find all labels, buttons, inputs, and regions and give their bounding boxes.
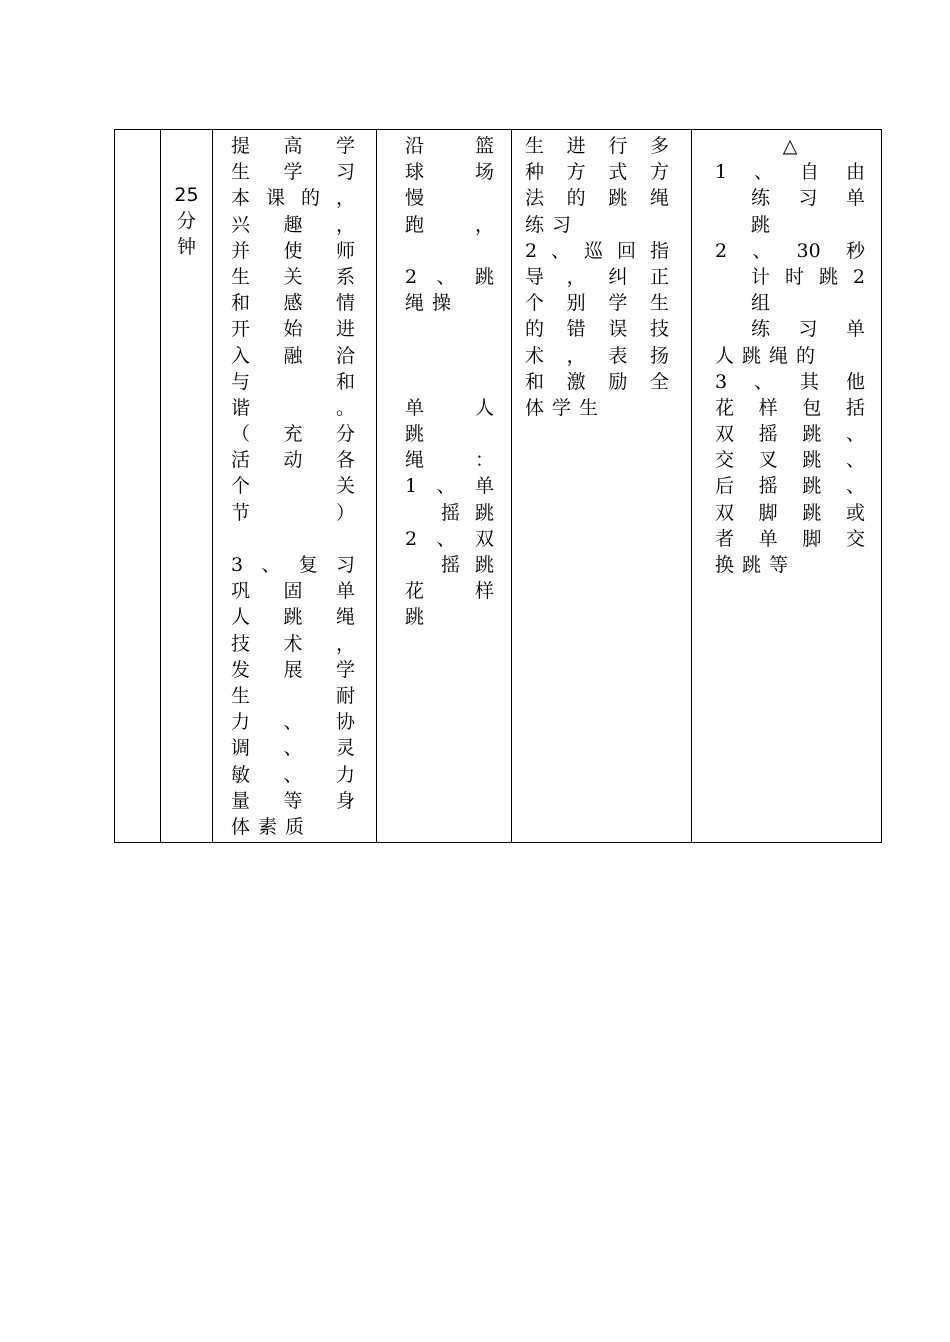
text-token: 人: [715, 344, 735, 367]
text-line: [231, 343, 355, 369]
text-line: [231, 447, 355, 473]
text-token: 球: [405, 161, 425, 184]
text-token: 1: [715, 161, 728, 184]
text-token: 跳: [608, 187, 628, 210]
text-line: [231, 814, 355, 840]
text-token: 力: [335, 763, 355, 786]
text-token: ，: [566, 344, 586, 367]
text-token: 、: [551, 239, 571, 262]
text-token: 摇: [441, 501, 461, 524]
text-token: 入: [231, 344, 251, 367]
text-line: [525, 316, 669, 342]
text-line: [405, 500, 494, 526]
text-token: 单: [845, 318, 865, 341]
text-token: 体: [231, 815, 251, 838]
text-token: 系: [335, 265, 355, 288]
text-token: 或: [845, 501, 865, 524]
text-line: [525, 264, 669, 290]
text-token: 场: [474, 161, 494, 184]
text-token: 错: [566, 318, 586, 341]
student-activity-cell: [715, 133, 865, 842]
text-token: 绳: [405, 449, 425, 472]
text-line: [715, 290, 865, 316]
text-token: 师: [335, 239, 355, 262]
text-token: 包: [802, 396, 822, 419]
text-token: 的: [525, 318, 545, 341]
text-token: 括: [845, 396, 865, 419]
text-line: [231, 683, 355, 709]
text-token: 术: [525, 344, 545, 367]
text-token: 练: [525, 213, 545, 236]
text-token: 生: [525, 135, 545, 157]
text-line: [715, 395, 865, 421]
text-line: [405, 473, 494, 499]
text-line: [525, 212, 669, 238]
text-token: 其: [800, 370, 820, 393]
text-line: [231, 631, 355, 657]
text-line: [525, 185, 669, 211]
text-token: 练: [751, 318, 771, 341]
text-token: 30: [796, 239, 821, 262]
text-token: 跳: [742, 554, 762, 576]
text-line: [405, 552, 494, 578]
text-token: 习: [798, 318, 818, 341]
text-token: 。: [335, 396, 355, 419]
text-token: 个: [525, 292, 545, 315]
text-token: 跳: [751, 213, 771, 236]
text-token: 由: [845, 161, 865, 184]
text-token: 3: [715, 370, 728, 393]
text-line: [715, 343, 865, 369]
text-token: 法: [525, 187, 545, 210]
text-line: [231, 762, 355, 788]
text-token: 节: [231, 501, 251, 524]
text-token: 习: [335, 554, 355, 576]
text-token: 技: [649, 318, 669, 341]
text-token: 术: [283, 632, 303, 655]
teacher-activity-cell: [525, 133, 669, 842]
text-token: 单: [474, 475, 494, 498]
text-line: [231, 526, 355, 552]
text-token: 固: [283, 580, 303, 603]
text-token: 脚: [802, 527, 822, 550]
text-token: 跳: [802, 475, 822, 498]
text-token: 跳: [405, 606, 425, 629]
text-token: 他: [845, 370, 865, 393]
text-line: [525, 133, 669, 159]
text-line: [525, 369, 669, 395]
column-divider: [212, 130, 213, 842]
text-token: 等: [283, 789, 303, 812]
text-token: 动: [283, 449, 303, 472]
objectives-cell: [231, 133, 355, 842]
text-token: 纠: [608, 265, 628, 288]
text-line: [405, 343, 494, 369]
text-token: 跳: [802, 423, 822, 446]
text-token: 力: [231, 711, 251, 734]
text-token: 生: [231, 161, 251, 184]
text-token: 展: [283, 658, 303, 681]
text-token: 篮: [474, 135, 494, 157]
text-token: 学: [608, 292, 628, 315]
text-token: 花: [405, 580, 425, 603]
text-token: 绳: [405, 292, 425, 315]
text-token: ，: [566, 265, 586, 288]
text-token: 敏: [231, 763, 251, 786]
text-token: 自: [800, 161, 820, 184]
text-token: 体: [525, 396, 545, 419]
text-token: 跳: [474, 554, 494, 576]
text-line: [405, 238, 494, 264]
text-token: 摇: [441, 554, 461, 576]
text-token: 质: [285, 815, 305, 838]
text-token: 样: [474, 580, 494, 603]
text-token: 充: [283, 423, 303, 446]
text-token: 高: [283, 135, 303, 157]
text-token: 别: [566, 292, 586, 315]
text-token: 、: [436, 265, 456, 288]
text-token: 课: [265, 187, 285, 210]
text-token: 复: [298, 554, 318, 576]
text-line: [405, 447, 494, 473]
text-token: 摇: [758, 423, 778, 446]
text-token: 活: [231, 449, 251, 472]
text-token: 花: [715, 396, 735, 419]
text-token: 单: [845, 187, 865, 210]
text-token: 和: [231, 292, 251, 315]
text-line: [405, 369, 494, 395]
text-token: 量: [231, 789, 251, 812]
text-line: [405, 185, 494, 211]
text-token: 方: [566, 161, 586, 184]
text-line: [715, 159, 865, 185]
text-token: 本: [231, 187, 251, 210]
text-line: [231, 709, 355, 735]
text-token: 并: [231, 239, 251, 262]
text-line: [715, 316, 865, 342]
text-token: 、: [436, 475, 456, 498]
text-token: 关: [335, 475, 355, 498]
text-token: 1: [405, 475, 418, 498]
text-token: 沿: [405, 135, 425, 157]
text-token: 全: [649, 370, 669, 393]
text-line: [231, 735, 355, 761]
text-token: 、: [752, 239, 772, 262]
text-token: 个: [231, 475, 251, 498]
text-line: [405, 264, 494, 290]
text-token: 2: [525, 239, 538, 262]
text-line: [231, 604, 355, 630]
text-token: 者: [715, 527, 735, 550]
text-token: 行: [608, 135, 628, 157]
content-cell: [405, 133, 494, 842]
text-token: 操: [432, 292, 452, 315]
text-token: ，: [474, 213, 494, 236]
text-token: 正: [649, 265, 669, 288]
text-token: 提: [231, 135, 251, 157]
text-token: 秒: [845, 239, 865, 262]
text-token: 2: [715, 239, 728, 262]
text-token: 跳: [474, 265, 494, 288]
text-line: [231, 133, 355, 159]
text-line: [715, 552, 865, 578]
text-token: 生: [231, 684, 251, 707]
text-token: 方: [649, 161, 669, 184]
text-token: 趣: [283, 213, 303, 236]
text-token: 调: [231, 737, 251, 760]
text-line: [231, 500, 355, 526]
text-token: 导: [525, 265, 545, 288]
text-line: [231, 657, 355, 683]
text-token: 和: [525, 370, 545, 393]
text-token: ，: [335, 632, 355, 655]
text-line: [405, 212, 494, 238]
text-token: 3: [231, 554, 244, 576]
text-token: 、: [845, 423, 865, 446]
text-token: 的: [796, 344, 816, 367]
text-token: 励: [608, 370, 628, 393]
column-divider: [691, 130, 692, 842]
text-line: [231, 212, 355, 238]
text-token: 学: [335, 658, 355, 681]
text-token: 融: [283, 344, 303, 367]
section-cell: [115, 130, 160, 842]
text-token: 、: [436, 527, 456, 550]
text-token: 2: [405, 265, 418, 288]
duration-unit-2: 钟: [176, 236, 196, 258]
text-token: 学: [552, 396, 572, 419]
text-token: 计: [751, 265, 771, 288]
text-token: 谐: [231, 396, 251, 419]
text-token: 巩: [231, 580, 251, 603]
text-token: 习: [335, 161, 355, 184]
duration-label: [161, 182, 212, 260]
text-token: 绳: [335, 606, 355, 629]
text-token: 情: [335, 292, 355, 315]
text-line: [231, 788, 355, 814]
text-token: 2: [852, 265, 865, 288]
text-token: 双: [474, 527, 494, 550]
text-token: 等: [769, 554, 789, 576]
text-line: [525, 290, 669, 316]
duration-number: 25: [174, 184, 199, 206]
text-token: 跳: [802, 501, 822, 524]
text-token: 式: [608, 161, 628, 184]
text-token: 双: [715, 501, 735, 524]
text-token: 身: [335, 789, 355, 812]
text-token: （: [231, 423, 251, 446]
text-token: 的: [566, 187, 586, 210]
text-token: 跳: [405, 423, 425, 446]
text-token: 慢: [405, 187, 425, 210]
text-token: 指: [649, 239, 669, 262]
text-token: 学: [283, 161, 303, 184]
lesson-plan-table: [114, 129, 882, 843]
text-token: 巡: [584, 239, 604, 262]
text-token: 与: [231, 370, 251, 393]
text-line: [715, 526, 865, 552]
text-token: 生: [649, 292, 669, 315]
text-token: 灵: [335, 737, 355, 760]
text-token: 误: [608, 318, 628, 341]
text-line: [525, 395, 669, 421]
text-token: 后: [715, 475, 735, 498]
text-token: ，: [335, 213, 355, 236]
text-line: [231, 264, 355, 290]
text-token: 、: [283, 763, 303, 786]
text-token: 习: [798, 187, 818, 210]
text-token: 学: [335, 135, 355, 157]
text-token: 兴: [231, 213, 251, 236]
text-token: 单: [405, 396, 425, 419]
text-token: 样: [758, 396, 778, 419]
text-token: 洽: [335, 344, 355, 367]
text-token: 交: [715, 449, 735, 472]
text-token: 跳: [802, 449, 822, 472]
text-token: 激: [566, 370, 586, 393]
time-cell: [161, 130, 212, 842]
text-line: [231, 290, 355, 316]
text-line: [405, 578, 494, 604]
text-token: 协: [335, 711, 355, 734]
text-token: 跳: [742, 344, 762, 367]
text-token: 组: [751, 292, 771, 315]
text-line: [715, 421, 865, 447]
text-token: 关: [283, 265, 303, 288]
text-token: 进: [335, 318, 355, 341]
text-line: [405, 421, 494, 447]
text-token: 扬: [649, 344, 669, 367]
text-line: [715, 264, 865, 290]
text-line: [405, 395, 494, 421]
text-token: 人: [231, 606, 251, 629]
text-line: [405, 526, 494, 552]
text-token: 和: [335, 370, 355, 393]
text-token: 、: [283, 711, 303, 734]
text-line: [405, 133, 494, 159]
text-token: 回: [616, 239, 636, 262]
text-token: 技: [231, 632, 251, 655]
text-token: 交: [845, 527, 865, 550]
text-token: 发: [231, 658, 251, 681]
text-line: [231, 159, 355, 185]
text-line: [231, 395, 355, 421]
text-line: [405, 159, 494, 185]
text-line: [231, 238, 355, 264]
text-line: [231, 369, 355, 395]
text-token: 耐: [335, 684, 355, 707]
text-token: 时: [784, 265, 804, 288]
text-token: 人: [474, 396, 494, 419]
text-token: 表: [608, 344, 628, 367]
text-token: ，: [335, 187, 355, 210]
text-token: 始: [283, 318, 303, 341]
text-token: 跳: [818, 265, 838, 288]
text-token: 练: [751, 187, 771, 210]
text-line: [715, 369, 865, 395]
text-token: 进: [566, 135, 586, 157]
text-token: ：: [474, 449, 494, 472]
text-token: 、: [845, 449, 865, 472]
text-token: 多: [649, 135, 669, 157]
text-token: 跑: [405, 213, 425, 236]
text-token: ）: [335, 501, 355, 524]
text-line: [715, 185, 865, 211]
text-line: [715, 212, 865, 238]
text-token: 脚: [758, 501, 778, 524]
text-token: 、: [754, 161, 774, 184]
text-line: [405, 290, 494, 316]
text-token: 、: [845, 475, 865, 498]
text-token: 双: [715, 423, 735, 446]
text-line: [525, 238, 669, 264]
text-line: [525, 343, 669, 369]
text-token: 感: [283, 292, 303, 315]
text-line: [715, 238, 865, 264]
text-token: 跳: [474, 501, 494, 524]
text-token: 各: [335, 449, 355, 472]
column-divider: [511, 130, 512, 842]
text-token: 2: [405, 527, 418, 550]
text-token: 、: [754, 370, 774, 393]
text-line: [715, 473, 865, 499]
text-token: 摇: [758, 475, 778, 498]
text-line: [231, 421, 355, 447]
column-divider: [376, 130, 377, 842]
text-line: [231, 316, 355, 342]
text-token: 绳: [769, 344, 789, 367]
text-token: 、: [283, 737, 303, 760]
text-token: 换: [715, 554, 735, 576]
text-line: [525, 159, 669, 185]
text-line: [231, 578, 355, 604]
text-line: [231, 473, 355, 499]
text-token: 单: [758, 527, 778, 550]
text-token: 分: [335, 423, 355, 446]
text-token: 使: [283, 239, 303, 262]
text-token: 种: [525, 161, 545, 184]
duration-unit-1: 分: [176, 210, 196, 232]
text-token: 生: [579, 396, 599, 419]
text-token: 、: [261, 554, 281, 576]
text-line: [231, 185, 355, 211]
text-line: [405, 316, 494, 342]
text-line: [405, 604, 494, 630]
text-token: 开: [231, 318, 251, 341]
text-token: 绳: [649, 187, 669, 210]
text-token: 的: [300, 187, 320, 210]
text-token: 生: [231, 265, 251, 288]
text-token: 素: [258, 815, 278, 838]
text-token: 叉: [758, 449, 778, 472]
text-token: 单: [335, 580, 355, 603]
text-line: [231, 552, 355, 578]
text-line: [715, 447, 865, 473]
text-line: [715, 500, 865, 526]
triangle-marker: △: [782, 135, 798, 157]
text-token: 习: [552, 213, 572, 236]
text-token: 跳: [283, 606, 303, 629]
